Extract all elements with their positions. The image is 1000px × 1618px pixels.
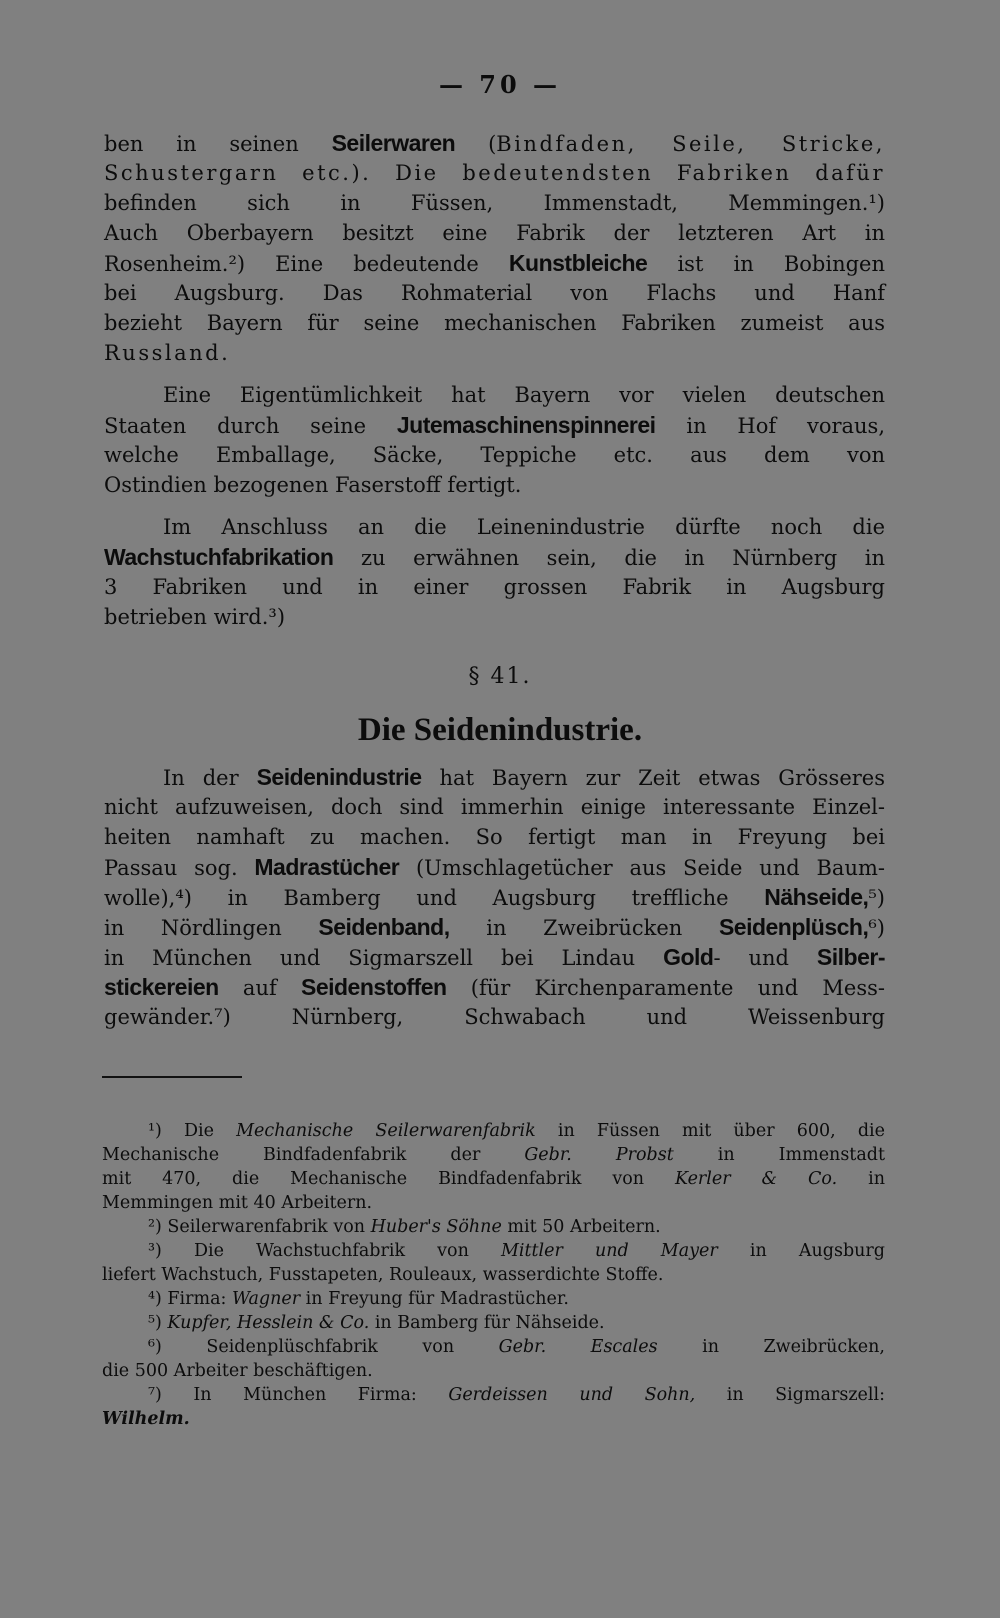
text-line: bei Augsburg. Das Rohmaterial von Flachs und Hanf — [104, 281, 885, 305]
text-line: befinden sich in Füssen, Immenstadt, Memmingen.¹) — [104, 191, 885, 215]
page-number: — 70 — — [438, 70, 562, 99]
footnote-line: ⁴) Firma: Wagner in Freyung für Madrastücher. — [148, 1289, 569, 1309]
text-line: stickereien auf Seidenstoffen (für Kirchenparamente und Mess- — [104, 974, 885, 1000]
text-line: Im Anschluss an die Leinenindustrie dürfte noch die — [163, 515, 885, 539]
footnote-divider — [102, 1076, 242, 1078]
text-line: Russland. — [104, 341, 231, 365]
text-line: Auch Oberbayern besitzt eine Fabrik der letzteren Art in — [104, 221, 885, 245]
footnote-line: ²) Seilerwarenfabrik von Huber's Söhne mit 50 Arbeitern. — [148, 1217, 661, 1237]
section-heading: Die Seidenindustrie. — [357, 712, 643, 748]
text-line: heiten namhaft zu machen. So fertigt man in Freyung bei — [104, 825, 885, 849]
text-line: wolle),⁴) in Bamberg und Augsburg treffliche Nähseide,⁵) — [104, 884, 885, 910]
text-line: Schustergarn etc.). Die bedeutendsten Fabriken dafür — [104, 161, 885, 185]
text-line: in Nördlingen Seidenband, in Zweibrücken Seidenplüsch,⁶) — [104, 914, 885, 940]
text-line: in München und Sigmarszell bei Lindau Gold- und Silber- — [104, 944, 885, 970]
text-line: Passau sog. Madrastücher (Umschlagetücher aus Seide und Baum- — [104, 854, 885, 880]
text-line: bezieht Bayern für seine mechanischen Fabriken zumeist aus — [104, 311, 885, 335]
text-line: In der Seidenindustrie hat Bayern zur Zeit etwas Grösseres — [163, 764, 885, 790]
footnote-line: Mechanische Bindfadenfabrik der Gebr. Probst in Immenstadt — [102, 1145, 886, 1165]
text-line: ben in seinen Seilerwaren (Bindfaden, Seile, Stricke, — [104, 130, 885, 156]
footnote-line: ¹) Die Mechanische Seilerwarenfabrik in Füssen mit über 600, die — [148, 1121, 886, 1141]
text-line: betrieben wird.³) — [104, 605, 286, 629]
text-line: Ostindien bezogenen Faserstoff fertigt. — [104, 473, 522, 497]
text-line: gewänder.⁷) Nürnberg, Schwabach und Weissenburg — [104, 1005, 885, 1029]
text-line: Wachstuchfabrikation zu erwähnen sein, die in Nürnberg in — [104, 544, 885, 570]
footnote-line: ⁶) Seidenplüschfabrik von Gebr. Escales in Zweibrücken, — [148, 1337, 885, 1357]
footnote-line: die 500 Arbeiter beschäftigen. — [102, 1361, 373, 1381]
footnote-line: liefert Wachstuch, Fusstapeten, Rouleaux, wasserdichte Stoffe. — [102, 1265, 664, 1285]
section-number: § 41. — [468, 664, 532, 689]
text-line: nicht aufzuweisen, doch sind immerhin einige interessante Einzel- — [104, 795, 885, 819]
text-line: welche Emballage, Säcke, Teppiche etc. aus dem von — [104, 443, 885, 467]
footnote-line: ⁵) Kupfer, Hesslein & Co. in Bamberg für Nähseide. — [148, 1313, 605, 1333]
footnote-line: Memmingen mit 40 Arbeitern. — [102, 1193, 373, 1213]
footnote-line: ³) Die Wachstuchfabrik von Mittler und Mayer in Augsburg — [148, 1241, 885, 1261]
text-line: Staaten durch seine Jutemaschinenspinnerei in Hof voraus, — [104, 412, 885, 438]
text-line: 3 Fabriken und in einer grossen Fabrik in Augsburg — [104, 575, 885, 599]
text-line: Rosenheim.²) Eine bedeutende Kunstbleiche ist in Bobingen — [104, 250, 886, 276]
footnote-line: ⁷) In München Firma: Gerdeissen und Sohn, in Sigmarszell: — [148, 1385, 885, 1405]
text-line: Eine Eigentümlichkeit hat Bayern vor vielen deutschen — [163, 383, 885, 407]
footnote-line: Wilhelm. — [102, 1409, 190, 1429]
footnote-line: mit 470, die Mechanische Bindfadenfabrik von Kerler & Co. in — [102, 1169, 886, 1189]
